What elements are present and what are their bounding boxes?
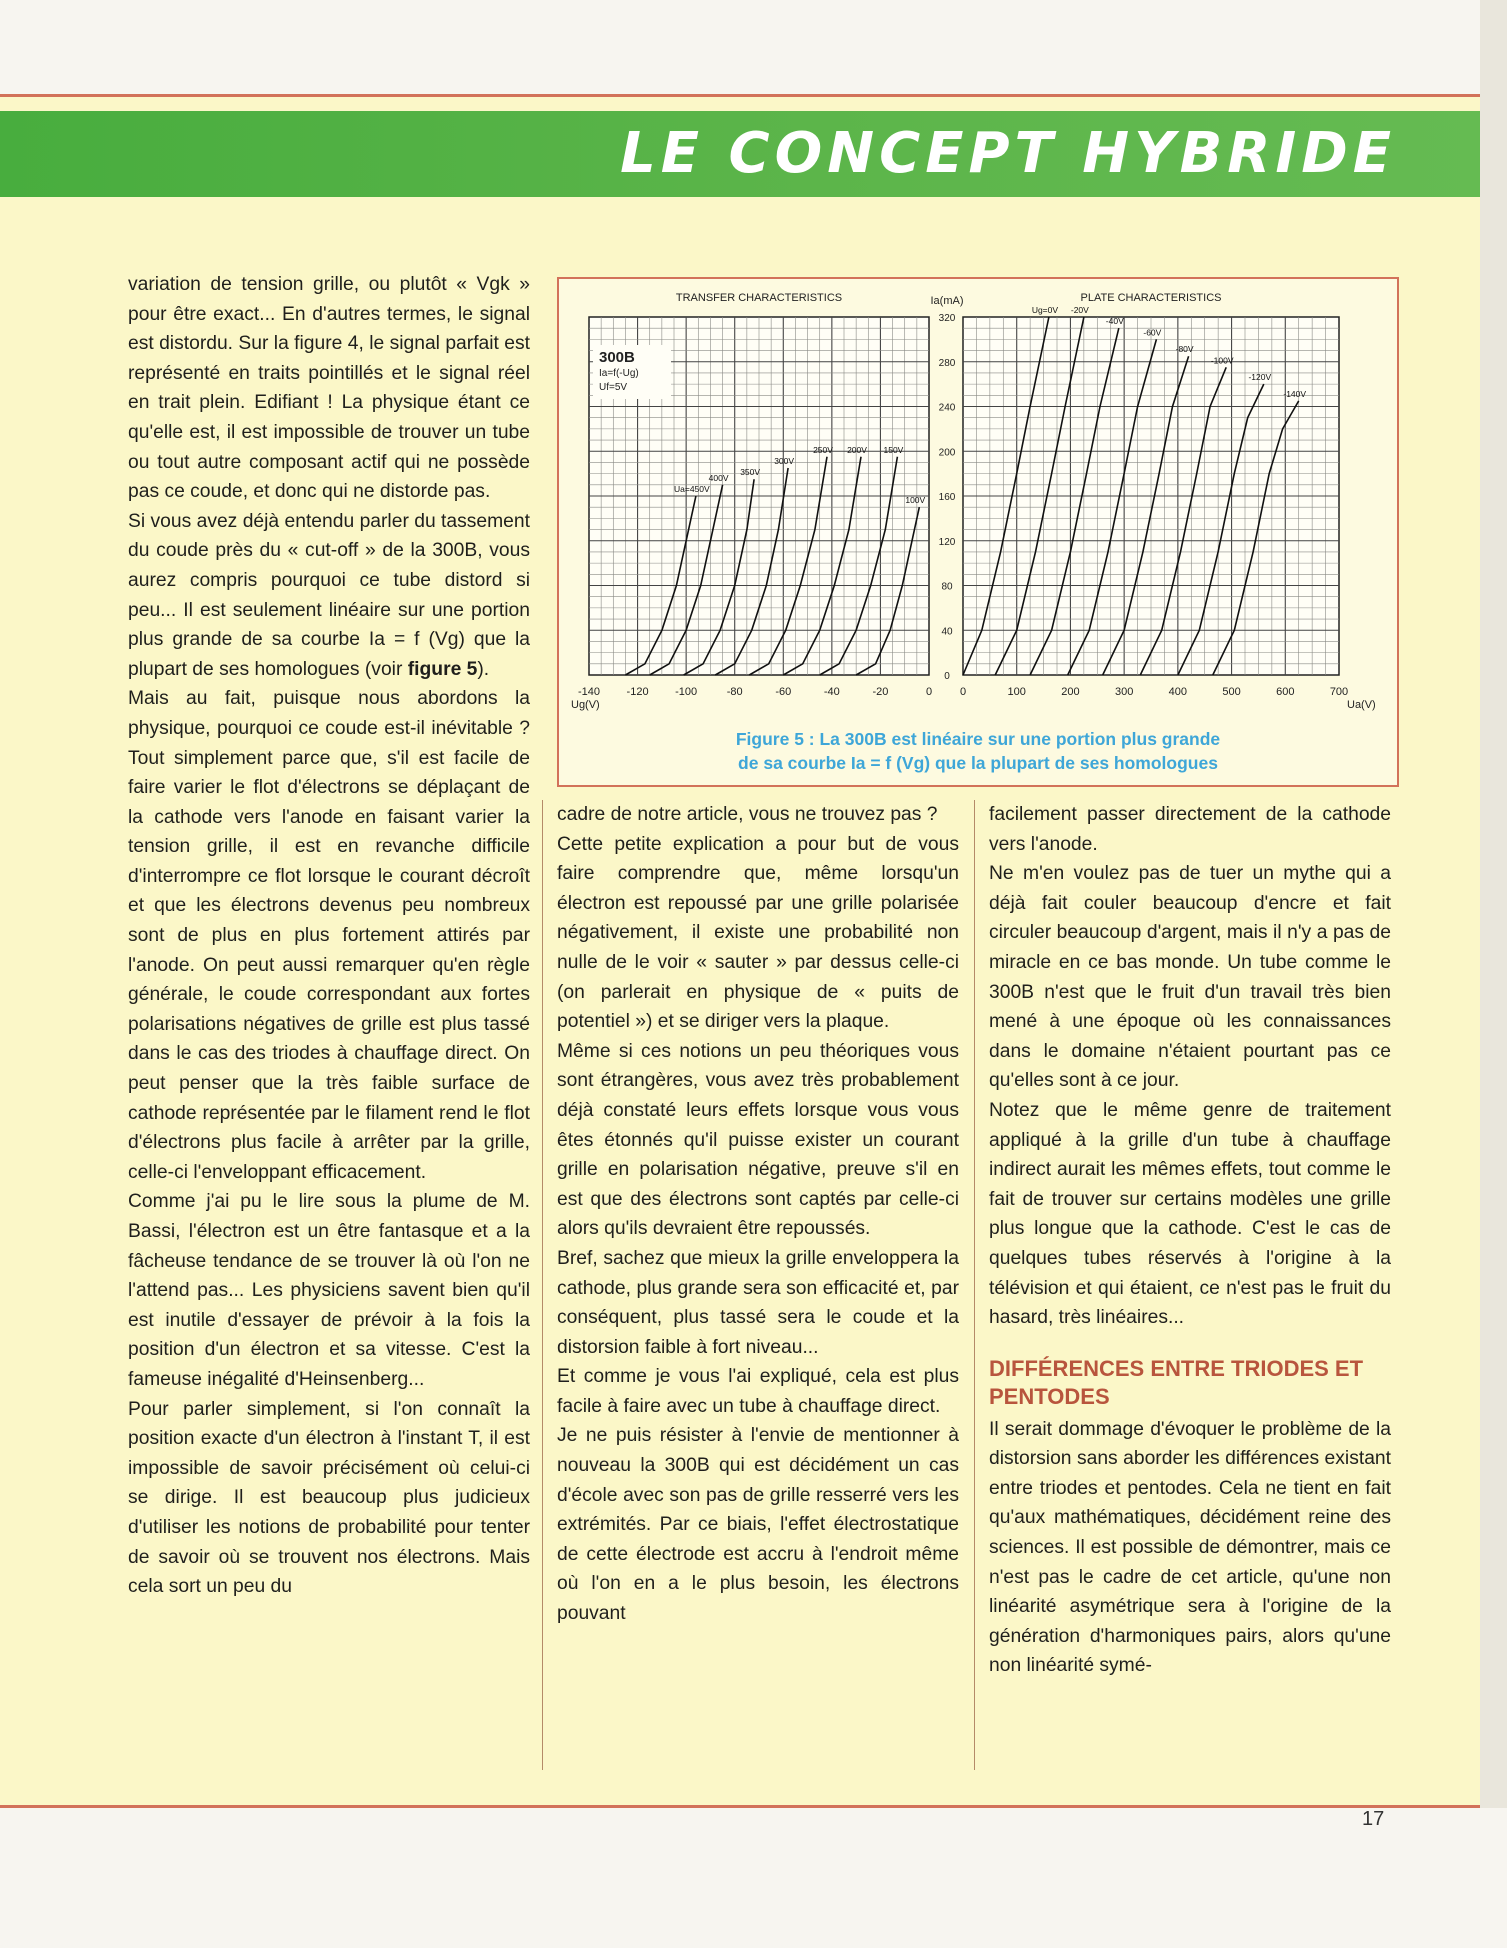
- series-label: Ua=450V: [674, 484, 710, 494]
- x-tick-label: -120: [626, 686, 649, 698]
- bottom-margin: [0, 1808, 1507, 1948]
- chart-title: PLATE CHARACTERISTICS: [1080, 292, 1222, 304]
- series-label: -40V: [1105, 316, 1124, 327]
- x-tick-label: 200: [1061, 686, 1080, 698]
- text-column-2: [557, 800, 959, 1776]
- series-label: 250V: [813, 444, 833, 455]
- x-tick-label: -40: [823, 686, 840, 698]
- y-tick-label: 160: [938, 492, 956, 503]
- paragraph: Pour parler simplement, si l'on connaît la position exacte d'un électron à l'instant T, il est impossible de savoir précisément où celui-ci se dirige. Il est beaucoup plus judicieux d'utiliser les notions de probabilité pour tenter de savoir où se trouvent nos électrons. Mais cela sort un peu du: [128, 1398, 530, 1598]
- figure-caption: [559, 727, 1397, 775]
- caption-line: Figure 5 : La 300B est linéaire sur une portion plus grande: [735, 729, 1221, 749]
- figure-reference: figure 5: [407, 658, 478, 680]
- paragraph: facilement passer directement de la cathode vers l'anode.: [989, 804, 1391, 855]
- y-tick-label: 40: [941, 626, 953, 638]
- paragraph: Même si ces notions un peu théoriques vous sont étrangères, vous avez très probablement déjà constaté leurs effets lorsque vous vous êtes étonnés qu'il puisse exister un courant grille en polarisation négative, preuve s'il en est que des électrons sont captés par celle-ci alors qu'ils devraient être repoussés.: [557, 1040, 959, 1240]
- figure-5: [557, 277, 1399, 787]
- series-label: Ug=0V: [1031, 305, 1059, 315]
- y-tick-label: 120: [938, 536, 956, 548]
- tube-characteristics-chart: [559, 279, 1397, 719]
- column-divider: [542, 800, 543, 1770]
- series-label: -60V: [1143, 327, 1162, 338]
- x-tick-label: -20: [872, 686, 889, 698]
- caption-line: de sa courbe Ia = f (Vg) que la plupart de ses homologues: [738, 753, 1218, 773]
- paragraph: Comme j'ai pu le lire sous la plume de M. Bassi, l'électron est un être fantasque et a la fâcheuse tendance de se trouver là où l'on ne l'attend pas... Les physiciens savent bien qu'il est inutile d'essayer de prévoir à la fois la position d'un électron et sa vitesse. C'est la fameuse inégalité d'Heinsenberg...: [128, 1191, 530, 1390]
- x-tick-label: -80: [726, 686, 743, 698]
- series-label: 100V: [905, 495, 926, 506]
- text-column-1: [128, 270, 530, 1776]
- paragraph-text: Si vous avez déjà entendu parler du tassement du coude près du « cut-off » de la 300B, vous aurez compris pourquoi ce tube distord si peu... Il est seulement linéaire sur une portion plus grande de sa courbe Ia = f (Vg) que la plupart de ses homologues (voir: [128, 510, 530, 680]
- y-tick-label: 320: [938, 313, 956, 324]
- y-tick-label: 240: [938, 402, 956, 414]
- legend-text: Uf=5V: [599, 382, 628, 393]
- x-tick-label: 400: [1168, 686, 1188, 698]
- paragraph: Bref, sachez que mieux la grille enveloppera la cathode, plus grande sera son efficacité et, par conséquent, plus tassé sera le coude et la distorsion faible à fort niveau...: [557, 1247, 959, 1358]
- paragraph: Ne m'en voulez pas de tuer un mythe qui a déjà fait couler beaucoup d'encre et fait circuler beaucoup d'argent, mais il n'y a pas de miracle en ce bas monde. Un tube comme le 300B n'est que le fruit d'un travail très bien mené à une époque où les connaissances dans le domaine n'étaient pourtant pas ce qu'elles sont à ce jour.: [989, 863, 1391, 1092]
- series-label: 300V: [774, 456, 795, 467]
- y-axis-label: Ia(mA): [930, 295, 964, 307]
- x-tick-label: 500: [1222, 686, 1241, 698]
- section-title: LE CONCEPT HYBRIDE: [620, 121, 1396, 186]
- series-label: 350V: [740, 467, 761, 478]
- paragraph: Il serait dommage d'évoquer le problème de la distorsion sans aborder les différences existant entre triodes et pentodes. Cela ne tient en fait qu'aux mathématiques, décidément reine des sciences. Il est possible de démontrer, mais ce n'est pas le cadre de cet article, qu'une non linéarité asymétrique sera à l'origine de la génération d'harmoniques pairs, alors qu'une non linéarité symé-: [989, 1418, 1391, 1677]
- series-label: -20V: [1070, 305, 1089, 315]
- x-tick-label: 0: [959, 686, 967, 698]
- x-axis-label: Ua(V): [1347, 699, 1376, 711]
- paragraph: Mais au fait, puisque nous abordons la physique, pourquoi ce coude est-il inévitable ? Tout simplement parce que, s'il est facile de faire varier le flot d'électrons se déplaçant de la cathode vers l'anode en faisant varier la tension grille, il est en revanche difficile d'interrompre ce flot lorsque le courant décroît et que les électrons devenus peu nombreux sont de plus en plus fortement attirés par l'anode. On peut aussi remarquer qu'en règle générale, le coude correspondant aux fortes polarisations négatives de grille est plus tassé dans le cas des triodes à chauffage direct. On peut penser que la très faible surface de cathode représentée par le filament rend le flot d'électrons plus facile à arrêter par la grille, celle-ci l'enveloppant efficacement.: [128, 688, 530, 1183]
- paragraph: variation de tension grille, ou plutôt « Vgk » pour être exact... En d'autres termes, le signal est distordu. Sur la figure 4, le signal parfait est représenté en traits pointillés et le signal réel en trait plein. Edifiant ! La physique étant ce qu'elle est, il est impossible de trouver un tube ou tout autre composant actif qui ne possède pas ce coude, et donc qui ne distorde pas.: [128, 274, 530, 503]
- x-tick-label: -100: [675, 686, 698, 698]
- x-tick-label: -60: [775, 686, 792, 698]
- series-label: -80V: [1175, 344, 1194, 355]
- series-label: 200V: [847, 444, 867, 455]
- section-subheading: DIFFÉRENCES ENTRE TRIODES ET PENTODES: [989, 1355, 1364, 1409]
- y-tick-label: 80: [941, 581, 953, 593]
- paragraph: Je ne puis résister à l'envie de mentionner à nouveau la 300B qui est décidément un cas d'école avec son pas de grille resserré vers les extrémités. Par ce biais, l'effet électrostatique de cette électrode est accru à l'endroit même où l'on en a le plus besoin, les électrons pouvant: [557, 1425, 959, 1625]
- x-tick-label: 300: [1114, 686, 1134, 698]
- paragraph: Notez que le même genre de traitement appliqué à la grille d'un tube à chauffage indirect aurait les mêmes effets, tout comme le fait de trouver sur certains modèles une grille plus longue que la cathode. C'est le cas de quelques tubes réservés à l'origine à la télévision et qui étaient, ce n'est pas le fruit du hasard, très linéaires...: [989, 1099, 1391, 1329]
- legend-text: 300B: [599, 349, 635, 366]
- page-number: 17: [1362, 1808, 1385, 1830]
- paragraph: Et comme je vous l'ai expliqué, cela est plus facile à faire avec un tube à chauffage direct.: [557, 1366, 959, 1417]
- legend-text: Ia=f(-Ug): [599, 368, 639, 379]
- x-tick-label: 0: [925, 686, 933, 698]
- paragraph: [128, 507, 530, 685]
- top-margin: [0, 0, 1507, 94]
- paragraph-text-end: ).: [477, 658, 490, 680]
- series-label: -140V: [1283, 388, 1307, 399]
- text-column-3: [989, 800, 1391, 1776]
- series-label: 150V: [883, 444, 904, 455]
- section-banner: [0, 111, 1480, 197]
- y-tick-label: 0: [944, 671, 950, 682]
- paragraph: cadre de notre article, vous ne trouvez pas ?: [557, 804, 938, 825]
- series-label: 400V: [708, 472, 729, 483]
- series-label: -120V: [1248, 372, 1272, 383]
- top-rule: [0, 94, 1480, 97]
- x-tick-label: 700: [1329, 686, 1349, 698]
- series-label: -100V: [1210, 355, 1234, 366]
- y-tick-label: 280: [938, 357, 956, 369]
- y-tick-label: 200: [938, 447, 956, 459]
- x-axis-label: Ug(V): [571, 699, 600, 711]
- x-tick-label: 100: [1007, 686, 1026, 698]
- x-tick-label: -140: [577, 686, 601, 698]
- page-edge: [1480, 0, 1507, 1948]
- column-divider: [974, 800, 975, 1770]
- paragraph: Cette petite explication a pour but de vous faire comprendre que, même lorsqu'un électron est repoussé par une grille polarisée négativement, il existe une probabilité non nulle de le voir « sauter » par dessus celle-ci (on parlerait en physique de « puits de potentiel ») et se diriger vers la plaque.: [557, 833, 959, 1033]
- chart-title: TRANSFER CHARACTERISTICS: [675, 292, 843, 304]
- x-tick-label: 600: [1276, 686, 1295, 698]
